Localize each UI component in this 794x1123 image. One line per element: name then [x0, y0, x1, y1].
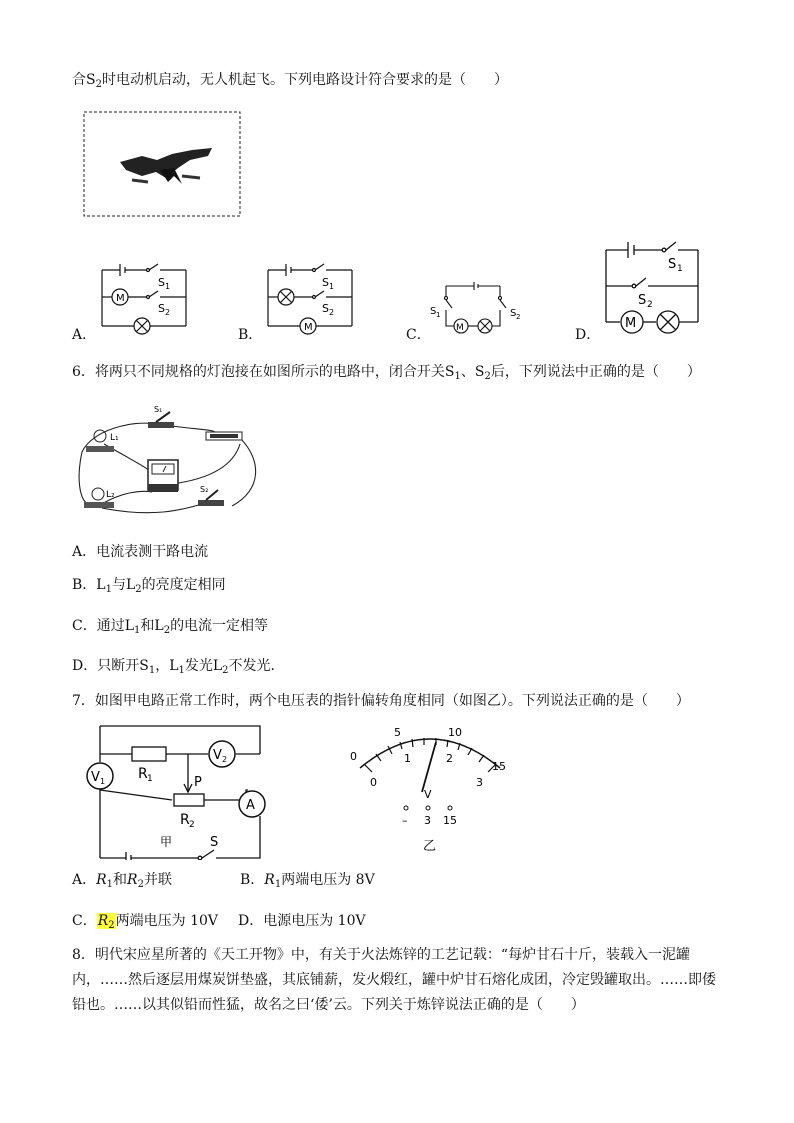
q7-stem: 7．如图甲电路正常工作时，两个电压表的指针偏转角度相同（如图乙）。下列说法正确的是（ ） [72, 693, 690, 709]
svg-text:2: 2 [647, 300, 653, 310]
svg-text:2: 2 [516, 313, 521, 321]
circuit-option-b [264, 262, 356, 340]
circuit-option-d [602, 238, 702, 342]
svg-text:2: 2 [189, 820, 195, 830]
option-a-label: A． [72, 327, 97, 343]
svg-text:1: 1 [404, 752, 411, 765]
option-d-label: D． [575, 327, 601, 343]
q8-line-1: 8．明代宋应星所著的《天工开物》中，有关于火法炼锌的工艺记载：“每炉甘石十斤，装载入一泥罐 [72, 947, 691, 963]
q7-option-b: B．$R_1$两端电压为 8V [240, 872, 375, 890]
svg-text:S: S [510, 308, 517, 319]
svg-text:S: S [158, 302, 165, 315]
q6-circuit-figure [72, 400, 272, 530]
svg-text:R: R [138, 766, 148, 782]
svg-text:S: S [158, 276, 165, 289]
svg-text:A: A [246, 798, 255, 813]
svg-text:3: 3 [476, 776, 483, 789]
svg-text:V: V [424, 788, 432, 801]
q6-option-a: A．电流表测干路电流 [72, 544, 209, 560]
svg-text:S₂: S₂ [200, 485, 209, 494]
svg-text:15: 15 [492, 760, 506, 773]
circuit-option-a [98, 262, 190, 340]
q7-figure-jia [76, 720, 276, 860]
svg-text:S: S [322, 302, 329, 315]
svg-text:M: M [304, 322, 313, 333]
q8-line-2: 内，……然后逐层用煤炭饼垫盛，其底铺薪，发火煅红，罐中炉甘石熔化成团，冷定毁罐取出。……即倭 [72, 972, 716, 988]
svg-text:0: 0 [350, 750, 357, 763]
svg-text:S₁: S₁ [154, 405, 163, 414]
svg-text:S: S [210, 835, 219, 850]
svg-text:S: S [322, 276, 329, 289]
svg-text:甲: 甲 [160, 835, 173, 849]
svg-text:S: S [430, 306, 437, 317]
q7-option-c: C．$R_2$两端电压为 10V [72, 913, 219, 931]
svg-text:2: 2 [329, 308, 335, 317]
svg-text:–: – [402, 814, 408, 827]
q7-figure-yi-meter [340, 718, 520, 862]
q6-option-d: D．只断开$S_1$，$L_1$发光$L_2$不发光． [72, 658, 285, 676]
svg-text:1: 1 [100, 777, 106, 786]
svg-text:L₂: L₂ [106, 490, 115, 500]
svg-text:M: M [116, 293, 125, 304]
svg-text:V: V [91, 770, 100, 785]
option-b-label: B． [238, 327, 263, 343]
drone-photo [82, 110, 242, 220]
q6-option-b: B．$L_1$与$L_2$的亮度定相同 [72, 577, 226, 595]
svg-text:3: 3 [424, 814, 431, 827]
svg-text:P: P [194, 775, 202, 790]
q7-option-d: D．电源电压为 10V [238, 913, 366, 929]
svg-text:5: 5 [394, 726, 401, 739]
svg-text:S: S [668, 257, 677, 272]
q8-line-3: 铅也。……以其似铅而性猛，故名之曰‘倭’云。下列关于炼锌说法正确的是（ ） [72, 997, 585, 1013]
svg-text:乙: 乙 [423, 839, 437, 854]
svg-text:2: 2 [222, 755, 228, 764]
svg-text:2: 2 [446, 752, 453, 765]
svg-text:V: V [213, 748, 222, 763]
svg-text:R: R [180, 812, 190, 828]
svg-text:1: 1 [329, 282, 335, 291]
circuit-option-c [428, 278, 532, 342]
svg-text:15: 15 [443, 814, 457, 827]
svg-text:1: 1 [677, 264, 683, 274]
svg-text:0: 0 [370, 776, 377, 789]
svg-text:S: S [638, 293, 647, 308]
q5-stem-tail: 合$S_2$时电动机启动，无人机起飞。下列电路设计符合要求的是（ ） [72, 72, 508, 90]
svg-text:M: M [625, 316, 637, 331]
svg-text:1: 1 [147, 774, 153, 784]
svg-text:1: 1 [436, 311, 441, 319]
q6-option-c: C．通过$L_1$和$L_2$的电流一定相等 [72, 618, 269, 636]
q7-option-a: A．$R_1$和$R_2$并联 [72, 872, 172, 890]
q6-stem: 6．将两只不同规格的灯泡接在如图所示的电路中，闭合开关$S_1$、$S_2$后，下列说法中正确的是（ ） [72, 364, 701, 382]
svg-text:10: 10 [448, 726, 462, 739]
highlight-r2: $R_2$ [97, 913, 115, 931]
svg-text:1: 1 [165, 282, 171, 291]
option-c-label: C． [406, 327, 431, 343]
svg-text:L₁: L₁ [110, 433, 119, 443]
svg-text:M: M [456, 323, 464, 333]
svg-text:2: 2 [165, 308, 171, 317]
